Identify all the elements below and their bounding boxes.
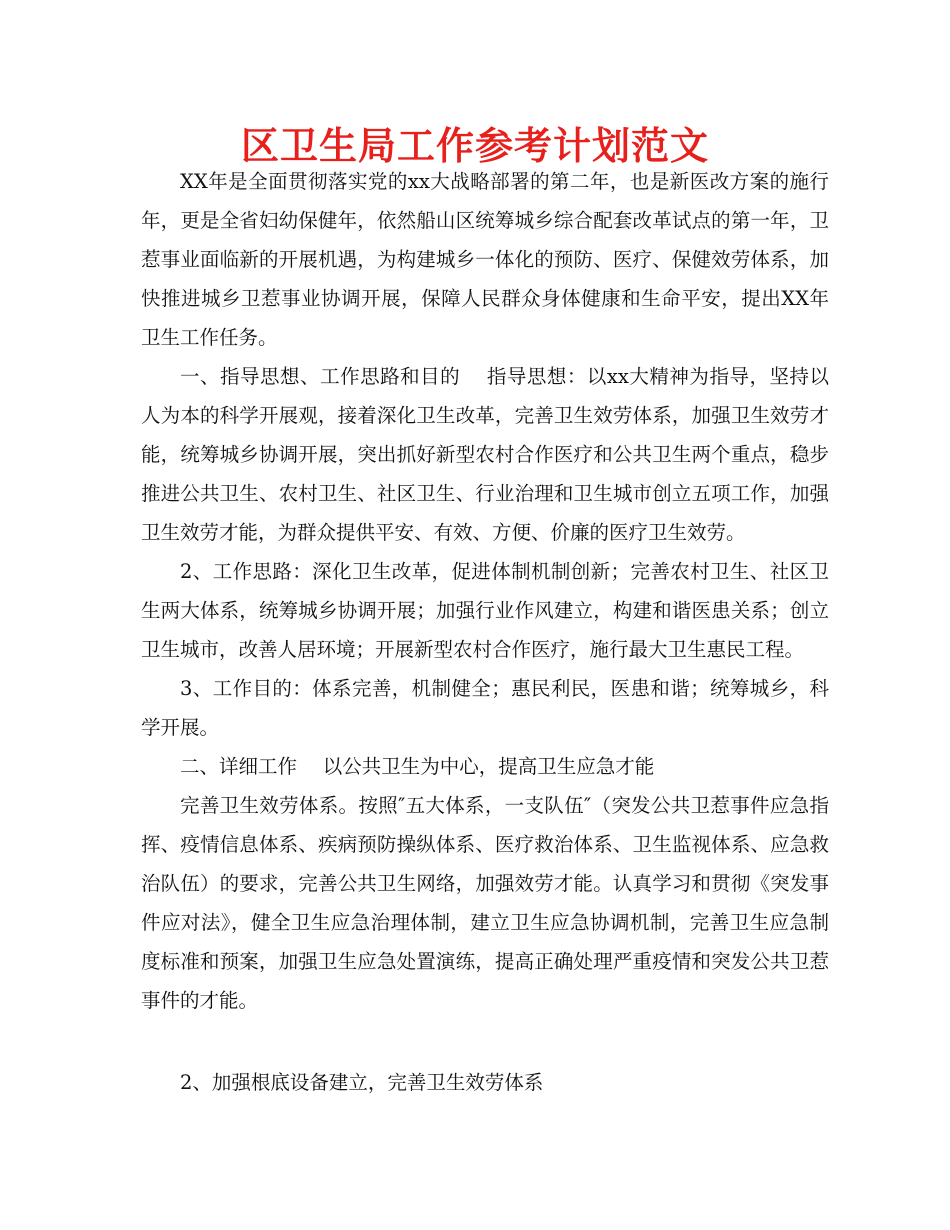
document-title: 区卫生局工作参考计划范文 bbox=[240, 124, 709, 168]
paragraph-service-system: 完善卫生效劳体系。按照″五大体系，一支队伍″（突发公共卫惹事件应急指挥、疫情信息体系、疾病预防操纵体系、医疗救治体系、卫生监视体系、应急救治队伍）的要求，完善公共卫生网络，加强效劳才能。认真学习和贯彻《突发事件应对法》，健全卫生应急治理体制，建立卫生应急协调机制，完善卫生应急制度标准和预案，加强卫生应急处置演练，提高正确处理严重疫情和突发公共卫惹事件的才能。 bbox=[141, 794, 829, 1012]
paragraph-intro: XX年是全面贯彻落实党的xx大战略部署的第二年，也是新医改方案的施行年，更是全省妇幼保健年，依然船山区统筹城乡综合配套改革试点的第一年，卫惹事业面临新的开展机遇，为构建城乡一体化的预防、医疗、保健效劳体系，加快推进城乡卫惹事业协调开展，保障人民群众身体健康和生命平安，提出XX年卫生工作任务。 bbox=[141, 170, 829, 349]
paragraph-work-approach: 2、工作思路：深化卫生改革，促进体制机制创新；完善农村卫生、社区卫生两大体系，统筹城乡协调开展；加强行业作风建立，构建和谐医患关系；创立卫生城市，改善人居环境；开展新型农村合作医疗，施行最大卫生惠民工程。 bbox=[141, 560, 829, 661]
paragraph-infrastructure: 2、加强根底设备建立，完善卫生效劳体系 bbox=[180, 1071, 544, 1094]
paragraph-spacer bbox=[141, 1020, 829, 1063]
paragraph-work-goal: 3、工作目的：体系完善，机制健全；惠民利民，医患和谐；统筹城乡，科学开展。 bbox=[141, 677, 829, 739]
paragraph-guiding-thought: 一、指导思想、工作思路和目的 指导思想：以xx大精神为指导，坚持以人为本的科学开展观，接着深化卫生改革，完善卫生效劳体系，加强卫生效劳才能，统筹城乡协调开展，突出抓好新型农村合作医疗和公共卫生两个重点，稳步推进公共卫生、农村卫生、社区卫生、行业治理和卫生城市创立五项工作，加强卫生效劳才能，为群众提供平安、有效、方便、价廉的医疗卫生效劳。 bbox=[141, 365, 829, 544]
document-body bbox=[141, 162, 829, 1102]
paragraph-section-two-heading: 二、详细工作 以公共卫生为中心，提高卫生应急才能 bbox=[180, 755, 655, 778]
